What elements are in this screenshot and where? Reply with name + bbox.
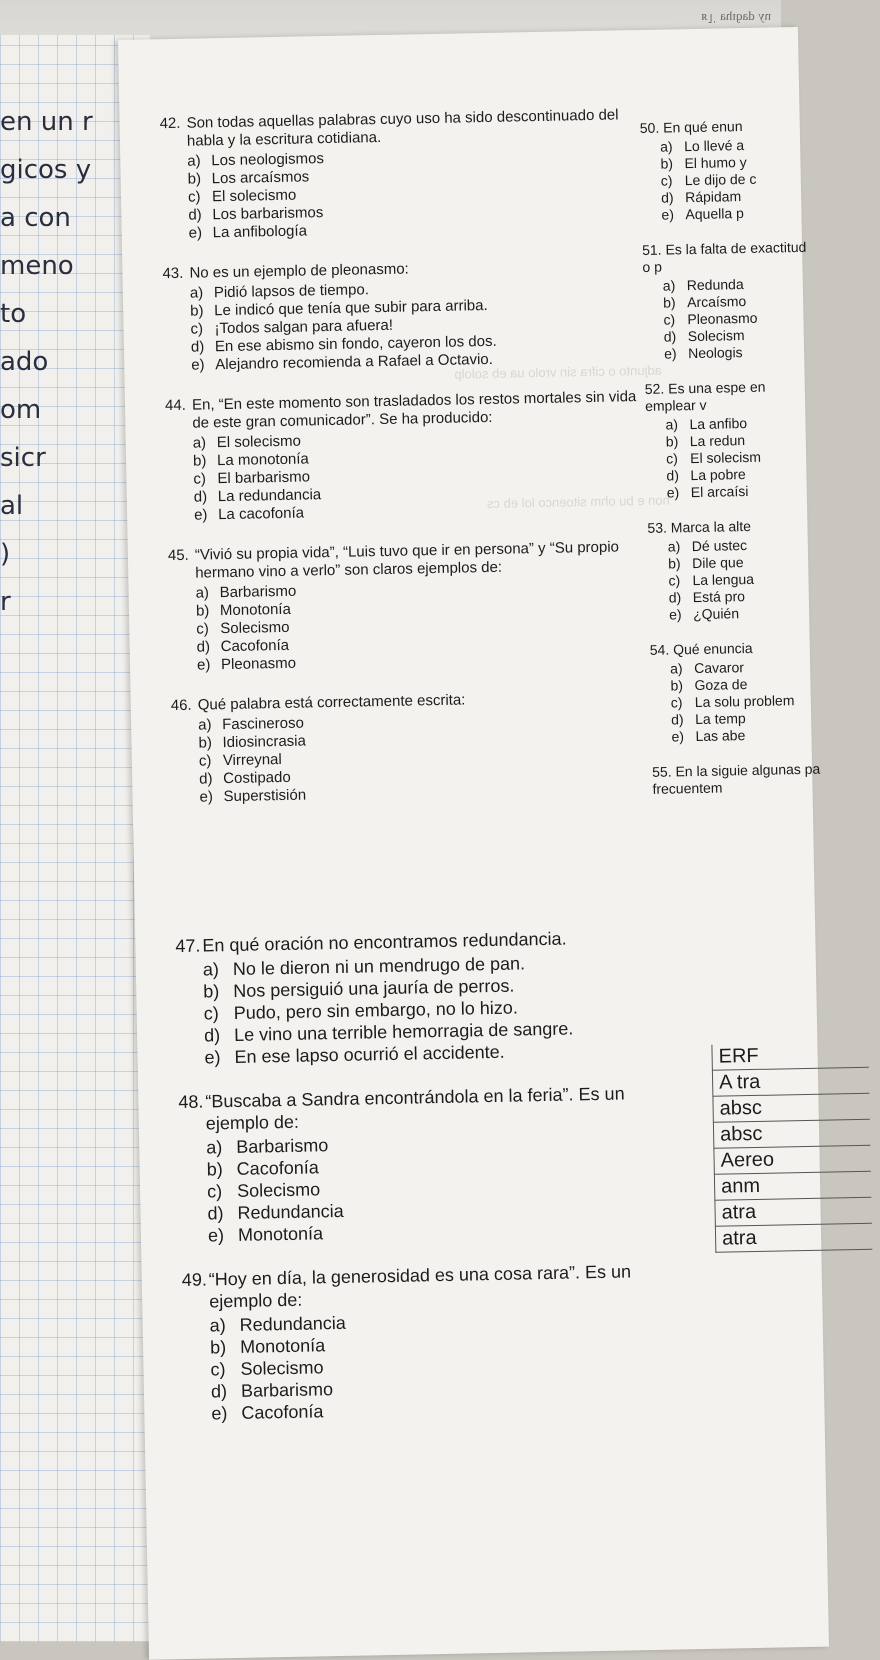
option-text: Arcaísmo — [686, 292, 747, 311]
option-letter: e) — [661, 206, 675, 223]
option-letter: d) — [199, 770, 213, 788]
ghost-text: hon e bu ohm sitoenco lol eb cs — [486, 492, 670, 512]
question-45 — [168, 538, 650, 675]
question-number: 46. — [170, 696, 192, 715]
option-text: Los neologismos — [211, 150, 325, 170]
option-text: La lengua — [692, 570, 755, 589]
option-text: Redundancia — [237, 1200, 344, 1223]
option-text: Monotonía — [239, 1335, 326, 1357]
options-list — [203, 950, 658, 1069]
question-text: Marca la alte — [670, 517, 752, 536]
option-letter: a) — [195, 584, 210, 602]
option-letter: b) — [190, 302, 204, 320]
question-number: 53. — [647, 519, 668, 536]
question-stem — [178, 1082, 659, 1135]
option-text: Nos persiguió una jauría de perros. — [233, 975, 515, 1001]
options-list — [190, 276, 645, 375]
option-text: ¡Todos salgan para afuera! — [214, 316, 394, 338]
main-question-column — [159, 106, 653, 829]
table-cell: anm — [714, 1172, 871, 1201]
option-text: ¿Quién — [692, 605, 740, 623]
table-cell: ERF — [711, 1042, 868, 1071]
option-letter: b) — [187, 170, 202, 188]
option-letter: d) — [190, 338, 205, 356]
option-letter: e) — [199, 788, 214, 806]
question-text: “Buscaba a Sandra encontrándola en la feria”. Es un ejemplo de: — [205, 1083, 625, 1134]
option-letter: c) — [210, 1359, 226, 1380]
option-letter: b) — [662, 294, 676, 311]
option-text: Los barbarismos — [212, 204, 324, 224]
option-letter: a) — [667, 538, 681, 555]
option-letter: c) — [198, 752, 212, 770]
right-question-54 — [650, 639, 822, 746]
option-text: Barbarismo — [240, 1379, 334, 1401]
option-letter: c) — [206, 1181, 223, 1202]
question-text: En qué enun — [662, 118, 743, 136]
option-letter: d) — [660, 189, 674, 206]
option-letter: c) — [668, 572, 681, 589]
question-text: No es un ejemplo de pleonasmo: — [189, 260, 409, 282]
option-letter: e) — [668, 606, 682, 623]
handwritten-note: om — [0, 395, 42, 425]
option-letter: c) — [193, 470, 207, 488]
option-letter: d) — [666, 467, 680, 484]
question-text: Es una espe en emplear v — [644, 378, 766, 414]
question-44 — [165, 388, 647, 525]
option-text: En ese abismo sin fondo, cayeron los dos. — [214, 332, 497, 356]
option-text: El arcaísi — [690, 482, 749, 501]
options-list — [663, 275, 815, 363]
option-text: La temp — [694, 710, 746, 728]
question-text: En qué oración no encontramos redundancia. — [202, 928, 567, 956]
question-text: “Vivió su propia vida”, “Luis tuvo que ir en persona” y “Su propio hermano vino a verlo” son claros ejemplos de: — [194, 538, 620, 582]
option-text: Fascineroso — [221, 714, 305, 734]
option-text: El solecismo — [211, 186, 297, 206]
question-stem — [650, 639, 820, 659]
question-42 — [159, 106, 641, 243]
options-list — [195, 576, 650, 675]
options-list — [187, 144, 642, 243]
right-question-51 — [642, 239, 814, 363]
option-text: En ese lapso ocurrió el accidente. — [234, 1041, 505, 1067]
question-48 — [178, 1082, 661, 1247]
option-text: Superstisión — [223, 786, 307, 806]
option-letter: d) — [196, 638, 211, 656]
question-number: 47. — [175, 935, 201, 957]
table-cell: A tra — [712, 1068, 869, 1097]
options-list — [193, 426, 648, 525]
option-letter: d) — [203, 1025, 221, 1046]
exam-page — [118, 27, 829, 1660]
option-letter: c) — [190, 320, 204, 338]
option-text: Le dijo de c — [684, 170, 757, 189]
option-letter: e) — [204, 1047, 221, 1068]
option-text: No le dieron ni un mendrugo de pan. — [232, 953, 526, 979]
option-text: El solecism — [689, 448, 762, 467]
option-letter: a) — [206, 1137, 223, 1158]
option-letter: c) — [670, 694, 683, 711]
option-text: Barbarismo — [236, 1135, 329, 1157]
option-text: Cavaror — [694, 659, 745, 677]
option-letter: a) — [192, 434, 207, 452]
option-letter: d) — [188, 206, 202, 224]
question-number: 44. — [164, 396, 187, 415]
question-47 — [175, 926, 657, 1069]
option-letter: a) — [189, 284, 204, 302]
option-text: Costipado — [223, 768, 291, 788]
option-text: Rápidam — [684, 188, 742, 206]
option-text: Idiosincrasia — [222, 732, 307, 752]
right-question-50 — [640, 117, 812, 224]
option-text: Virreynal — [222, 750, 282, 770]
handwritten-note: a con — [0, 203, 71, 233]
options-list — [209, 1306, 664, 1425]
question-number: 50. — [639, 119, 660, 136]
question-number: 51. — [641, 241, 662, 258]
question-number: 49. — [181, 1269, 208, 1291]
option-text: Monotonía — [237, 1223, 324, 1245]
option-letter: a) — [187, 152, 201, 170]
option-text: Cacofonía — [241, 1401, 324, 1423]
option-text: Monotonía — [219, 600, 292, 620]
option-item — [667, 482, 817, 502]
option-text: Redunda — [686, 276, 744, 294]
question-number: 48. — [178, 1091, 204, 1113]
options-list — [660, 136, 812, 224]
table-cell: absc — [713, 1120, 870, 1149]
option-text: Neologis — [687, 344, 743, 362]
option-letter: e) — [196, 656, 211, 674]
question-text: Qué palabra está correctamente escrita: — [197, 691, 466, 714]
handwritten-note: r — [0, 587, 11, 617]
handwritten-note: gicos y — [0, 155, 92, 185]
option-text: La pobre — [690, 466, 746, 484]
right-question-55 — [652, 761, 823, 798]
option-text: La solu problem — [694, 692, 795, 711]
option-item — [664, 343, 814, 363]
option-letter: a) — [202, 959, 220, 980]
table-cell: atra — [714, 1198, 871, 1227]
option-letter: c) — [663, 311, 676, 328]
question-text: En la siguie algunas pa frecuentem — [652, 760, 821, 797]
question-text: Qué enuncia — [673, 639, 753, 658]
option-letter: b) — [195, 602, 210, 620]
question-number: 43. — [162, 264, 184, 283]
option-letter: e) — [188, 224, 203, 242]
option-text: Barbarismo — [219, 582, 297, 602]
question-number: 54. — [649, 641, 670, 658]
options-list — [665, 414, 817, 502]
option-text: Aquella p — [685, 205, 744, 223]
option-text: La redundancia — [217, 486, 322, 506]
option-letter: c) — [203, 1003, 219, 1024]
option-letter: d) — [193, 488, 208, 506]
option-text: Solecismo — [240, 1357, 324, 1379]
question-46 — [171, 688, 653, 807]
option-text: Está pro — [692, 588, 746, 606]
options-list — [668, 536, 820, 624]
question-number: 52. — [644, 380, 665, 397]
handwritten-note: en un r — [0, 107, 93, 137]
option-letter: e) — [666, 484, 680, 501]
handwritten-note: to — [0, 299, 27, 329]
option-letter: b) — [203, 981, 220, 1002]
option-text: Le indicó que tenía que subir para arriba. — [214, 296, 488, 320]
option-letter: b) — [192, 452, 207, 470]
option-text: Pleonasmo — [220, 654, 297, 674]
option-letter: b) — [665, 433, 679, 450]
option-letter: d) — [207, 1203, 224, 1224]
lower-question-column — [175, 926, 665, 1447]
option-text: Lo llevé a — [683, 137, 745, 155]
option-text: La anfibo — [689, 414, 748, 433]
question-text: “Hoy en día, la generosidad es una cosa rara”. Es un ejemplo de: — [208, 1261, 632, 1312]
option-letter: b) — [206, 1159, 223, 1180]
option-text: Cacofonía — [236, 1157, 319, 1179]
option-letter: e) — [207, 1225, 225, 1246]
handwritten-note: meno — [0, 251, 74, 281]
question-stem — [642, 239, 813, 276]
option-letter: a) — [662, 277, 676, 294]
option-letter: a) — [198, 716, 212, 734]
question-43 — [162, 256, 644, 375]
question-text: En, “En este momento son trasladados los restos mortales sin vida de este gran comunicador”. Se ha producido: — [191, 388, 637, 432]
option-letter: b) — [198, 734, 213, 752]
option-letter: c) — [196, 620, 209, 638]
question-stem — [645, 378, 816, 415]
option-letter: d) — [210, 1381, 228, 1402]
question-stem — [647, 517, 817, 537]
option-letter: a) — [665, 416, 679, 433]
option-text: Los arcaísmos — [211, 168, 310, 188]
option-letter: b) — [209, 1337, 227, 1358]
option-text: La redun — [689, 432, 746, 450]
right-question-52 — [645, 378, 817, 502]
option-text: La anfibología — [212, 222, 308, 242]
table-cell: absc — [712, 1094, 869, 1123]
option-text: La cacofonía — [217, 504, 305, 524]
option-letter: e) — [671, 728, 685, 745]
question-number: 55. — [651, 763, 672, 780]
table-cell: atra — [715, 1224, 872, 1253]
option-letter: d) — [668, 589, 682, 606]
option-text: La monotonía — [216, 450, 309, 470]
table-cell: Aereo — [713, 1146, 870, 1175]
option-text: Dé ustec — [691, 537, 748, 555]
option-letter: c) — [665, 450, 678, 467]
options-list — [206, 1128, 661, 1247]
question-number: 45. — [167, 546, 189, 565]
options-list — [670, 658, 822, 746]
option-item — [669, 604, 819, 624]
option-text: Solecismo — [236, 1179, 321, 1201]
question-stem — [182, 1260, 663, 1313]
option-letter: e) — [193, 506, 208, 524]
option-text: El barbarismo — [217, 468, 311, 488]
right-question-column — [640, 117, 823, 816]
option-text: Dile que — [691, 554, 744, 572]
option-letter: e) — [191, 356, 205, 374]
option-letter: a) — [670, 660, 683, 677]
question-number: 42. — [159, 114, 181, 133]
option-letter: b) — [660, 155, 674, 172]
question-49 — [182, 1260, 665, 1425]
option-letter: e) — [211, 1403, 228, 1424]
option-letter: c) — [660, 172, 673, 189]
right-question-53 — [647, 517, 819, 624]
option-letter: d) — [663, 328, 677, 345]
option-text: Le vino una terrible hemorragia de sangre. — [233, 1018, 574, 1045]
option-letter: a) — [209, 1315, 226, 1336]
option-text: Cacofonía — [220, 636, 290, 656]
option-text: Pidió lapsos de tiempo. — [213, 281, 370, 302]
option-letter: e) — [663, 345, 677, 362]
question-stem — [640, 117, 810, 137]
option-text: Pudo, pero sin embargo, no lo hizo. — [233, 997, 519, 1023]
option-text: El humo y — [684, 153, 747, 172]
handwritten-note: sicr — [0, 443, 46, 473]
option-text: Solecism — [687, 327, 745, 345]
option-letter: b) — [670, 677, 684, 694]
option-letter: c) — [187, 188, 201, 206]
option-item — [671, 726, 821, 746]
option-text: Solecismo — [220, 618, 290, 638]
option-text: Redundancia — [239, 1312, 346, 1335]
option-text: Pleonasmo — [687, 309, 758, 328]
question-text: Son todas aquellas palabras cuyo uso ha sido descontinuado del habla y la escritura cotidiana. — [186, 106, 619, 150]
option-text: Goza de — [694, 676, 748, 694]
option-text: Las abe — [695, 727, 746, 745]
handwritten-note: al — [0, 491, 24, 521]
handwritten-note: ado — [0, 347, 49, 377]
option-letter: a) — [659, 138, 673, 155]
question-stem — [652, 761, 823, 798]
options-list — [198, 708, 653, 807]
handwritten-note: ) — [0, 539, 11, 569]
option-item — [661, 204, 811, 224]
ghost-text: adjunto o cifra sin vrolo ua eb sololp — [454, 362, 662, 382]
option-text: El solecismo — [216, 432, 302, 452]
option-text: Alejandro recomienda a Rafael a Octavio. — [215, 350, 494, 374]
question-text: Es la falta de exactitud o p — [642, 238, 807, 275]
option-letter: d) — [670, 711, 684, 728]
bleed-line-2: ʁ˥ˈ ɐɥıɓɐp ʎu — [701, 11, 771, 26]
option-letter: b) — [667, 555, 681, 572]
